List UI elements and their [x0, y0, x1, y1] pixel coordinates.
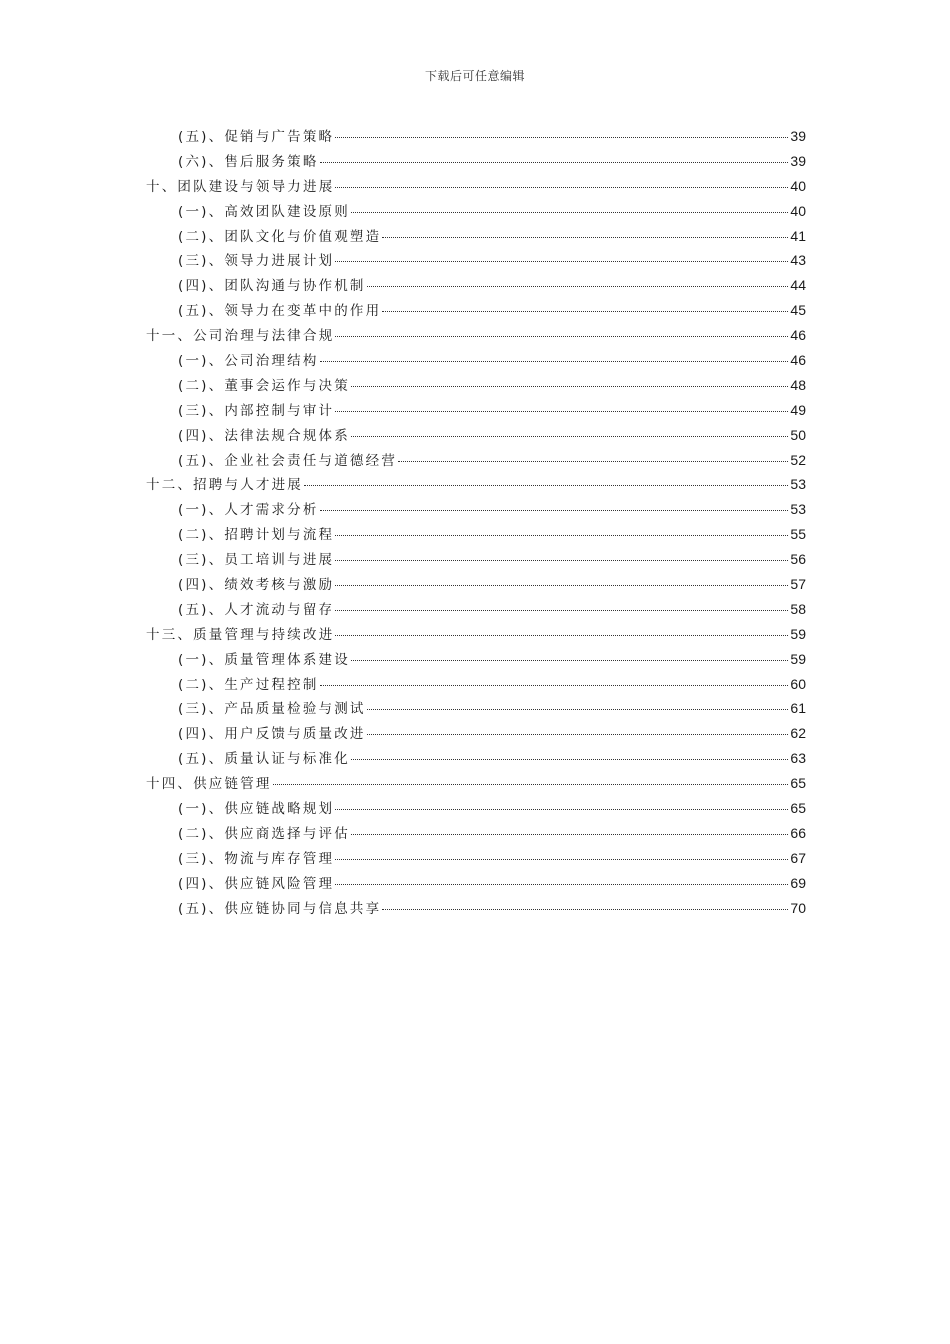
toc-page-number: 66: [790, 824, 806, 841]
toc-entry-title: (二)、董事会运作与决策: [178, 377, 350, 394]
toc-dot-leader: [382, 909, 788, 910]
toc-page-number: 62: [790, 725, 806, 742]
toc-section-entry[interactable]: [146, 747, 806, 772]
toc-section-entry[interactable]: [146, 598, 806, 623]
toc-page-number: 60: [790, 675, 806, 692]
toc-dot-leader: [320, 510, 789, 511]
toc-page-number: 56: [790, 551, 806, 568]
toc-entry-title: (五)、人才流动与留存: [178, 601, 335, 618]
toc-entry-title: (一)、质量管理体系建设: [178, 651, 350, 668]
toc-entry-title: (四)、供应链风险管理: [178, 875, 335, 892]
toc-page-number: 49: [790, 401, 806, 418]
toc-entry-title: (三)、物流与库存管理: [178, 850, 335, 867]
toc-entry-title: (四)、团队沟通与协作机制: [178, 278, 366, 295]
toc-page-number: 69: [790, 874, 806, 891]
toc-entry-title: (五)、企业社会责任与道德经营: [178, 452, 398, 469]
toc-dot-leader: [335, 261, 788, 262]
toc-dot-leader: [320, 162, 789, 163]
toc-page-number: 67: [790, 849, 806, 866]
toc-page-number: 43: [790, 252, 806, 269]
toc-section-entry[interactable]: [146, 349, 806, 374]
toc-dot-leader: [351, 834, 788, 835]
toc-section-entry[interactable]: [146, 897, 806, 922]
toc-entry-title: (四)、绩效考核与激励: [178, 577, 335, 594]
toc-entry-title: 十一、公司治理与法律合规: [146, 328, 335, 345]
toc-dot-leader: [351, 660, 788, 661]
toc-dot-leader: [367, 709, 789, 710]
toc-page-number: 65: [790, 775, 806, 792]
toc-section-entry[interactable]: [146, 274, 806, 299]
toc-dot-leader: [335, 610, 788, 611]
toc-section-entry[interactable]: [146, 797, 806, 822]
toc-chapter-entry[interactable]: [146, 473, 806, 498]
toc-entry-title: (五)、领导力在变革中的作用: [178, 303, 382, 320]
toc-entry-title: (二)、招聘计划与流程: [178, 527, 335, 544]
toc-section-entry[interactable]: [146, 449, 806, 474]
toc-entry-title: (五)、质量认证与标准化: [178, 751, 350, 768]
toc-dot-leader: [335, 336, 788, 337]
toc-dot-leader: [320, 685, 789, 686]
toc-dot-leader: [367, 734, 789, 735]
toc-dot-leader: [382, 237, 788, 238]
toc-dot-leader: [335, 884, 788, 885]
toc-entry-title: (五)、促销与广告策略: [178, 129, 335, 145]
page-header: 下载后可任意编辑: [424, 69, 525, 83]
toc-page-number: 52: [790, 451, 806, 468]
toc-dot-leader: [335, 137, 788, 138]
toc-entry-title: (三)、员工培训与进展: [178, 552, 335, 569]
toc-page-number: 40: [790, 177, 806, 194]
toc-entry-title: 十二、招聘与人才进展: [146, 477, 303, 494]
toc-section-entry[interactable]: [146, 722, 806, 747]
toc-page-number: 53: [790, 476, 806, 493]
toc-page-number: 40: [790, 202, 806, 219]
toc-section-entry[interactable]: [146, 200, 806, 225]
toc-dot-leader: [367, 286, 789, 287]
toc-dot-leader: [351, 212, 788, 213]
toc-chapter-entry[interactable]: [146, 623, 806, 648]
toc-dot-leader: [382, 311, 788, 312]
toc-section-entry[interactable]: [146, 673, 806, 698]
toc-section-entry[interactable]: [146, 125, 806, 150]
toc-dot-leader: [335, 585, 788, 586]
toc-entry-title: (三)、内部控制与审计: [178, 402, 335, 419]
toc-dot-leader: [335, 187, 788, 188]
toc-page-number: 61: [790, 700, 806, 717]
toc-section-entry[interactable]: [146, 374, 806, 399]
toc-section-entry[interactable]: [146, 150, 806, 175]
toc-dot-leader: [335, 411, 788, 412]
toc-section-entry[interactable]: [146, 872, 806, 897]
toc-page-number: 59: [790, 625, 806, 642]
toc-page-number: 57: [790, 576, 806, 593]
toc-section-entry[interactable]: [146, 249, 806, 274]
toc-entry-title: (四)、法律法规合规体系: [178, 427, 350, 444]
toc-entry-title: (六)、售后服务策略: [178, 153, 319, 170]
toc-page-number: 70: [790, 899, 806, 916]
toc-dot-leader: [335, 535, 788, 536]
toc-dot-leader: [351, 386, 788, 387]
toc-page-number: 45: [790, 302, 806, 319]
toc-entry-title: (二)、供应商选择与评估: [178, 825, 350, 842]
toc-page-number: 44: [790, 277, 806, 294]
toc-page-number: 65: [790, 800, 806, 817]
toc-section-entry[interactable]: [146, 847, 806, 872]
toc-dot-leader: [335, 560, 788, 561]
table-of-contents: [146, 125, 806, 922]
toc-dot-leader: [398, 461, 788, 462]
toc-dot-leader: [351, 436, 788, 437]
toc-page-number: 59: [790, 650, 806, 667]
toc-page-number: 55: [790, 526, 806, 543]
toc-page-number: 53: [790, 501, 806, 518]
toc-page-number: 39: [790, 152, 806, 169]
toc-entry-title: (一)、人才需求分析: [178, 502, 319, 519]
toc-chapter-entry[interactable]: [146, 175, 806, 200]
toc-chapter-entry[interactable]: [146, 772, 806, 797]
toc-entry-title: (四)、用户反馈与质量改进: [178, 726, 366, 743]
toc-page-number: 63: [790, 750, 806, 767]
toc-section-entry[interactable]: [146, 399, 806, 424]
toc-section-entry[interactable]: [146, 299, 806, 324]
toc-page-number: 46: [790, 327, 806, 344]
toc-page-number: 48: [790, 376, 806, 393]
toc-entry-title: (一)、供应链战略规划: [178, 801, 335, 818]
toc-section-entry[interactable]: [146, 424, 806, 449]
toc-entry-title: (三)、领导力进展计划: [178, 253, 335, 270]
toc-dot-leader: [335, 809, 788, 810]
toc-dot-leader: [335, 635, 788, 636]
toc-entry-title: 十、团队建设与领导力进展: [146, 178, 335, 195]
toc-entry-title: (二)、生产过程控制: [178, 676, 319, 693]
toc-dot-leader: [335, 859, 788, 860]
toc-entry-title: (三)、产品质量检验与测试: [178, 701, 366, 718]
toc-page-number: 50: [790, 426, 806, 443]
toc-dot-leader: [304, 485, 788, 486]
toc-section-entry[interactable]: [146, 498, 806, 523]
toc-dot-leader: [273, 784, 789, 785]
toc-section-entry[interactable]: [146, 225, 806, 250]
toc-entry-title: (五)、供应链协同与信息共享: [178, 900, 382, 917]
toc-section-entry[interactable]: [146, 573, 806, 598]
toc-entry-title: (一)、公司治理结构: [178, 353, 319, 370]
toc-section-entry[interactable]: [146, 697, 806, 722]
toc-entry-title: (二)、团队文化与价值观塑造: [178, 228, 382, 245]
toc-section-entry[interactable]: [146, 548, 806, 573]
toc-chapter-entry[interactable]: [146, 324, 806, 349]
toc-entry-title: 十四、供应链管理: [146, 776, 272, 793]
toc-dot-leader: [320, 361, 789, 362]
toc-section-entry[interactable]: [146, 523, 806, 548]
toc-page-number: 46: [790, 352, 806, 369]
toc-dot-leader: [351, 759, 788, 760]
toc-entry-title: 十三、质量管理与持续改进: [146, 626, 335, 643]
toc-entry-title: (一)、高效团队建设原则: [178, 203, 350, 220]
toc-page-number: 39: [790, 128, 806, 144]
toc-page-number: 41: [790, 227, 806, 244]
toc-section-entry[interactable]: [146, 822, 806, 847]
toc-page-number: 58: [790, 600, 806, 617]
toc-section-entry[interactable]: [146, 648, 806, 673]
